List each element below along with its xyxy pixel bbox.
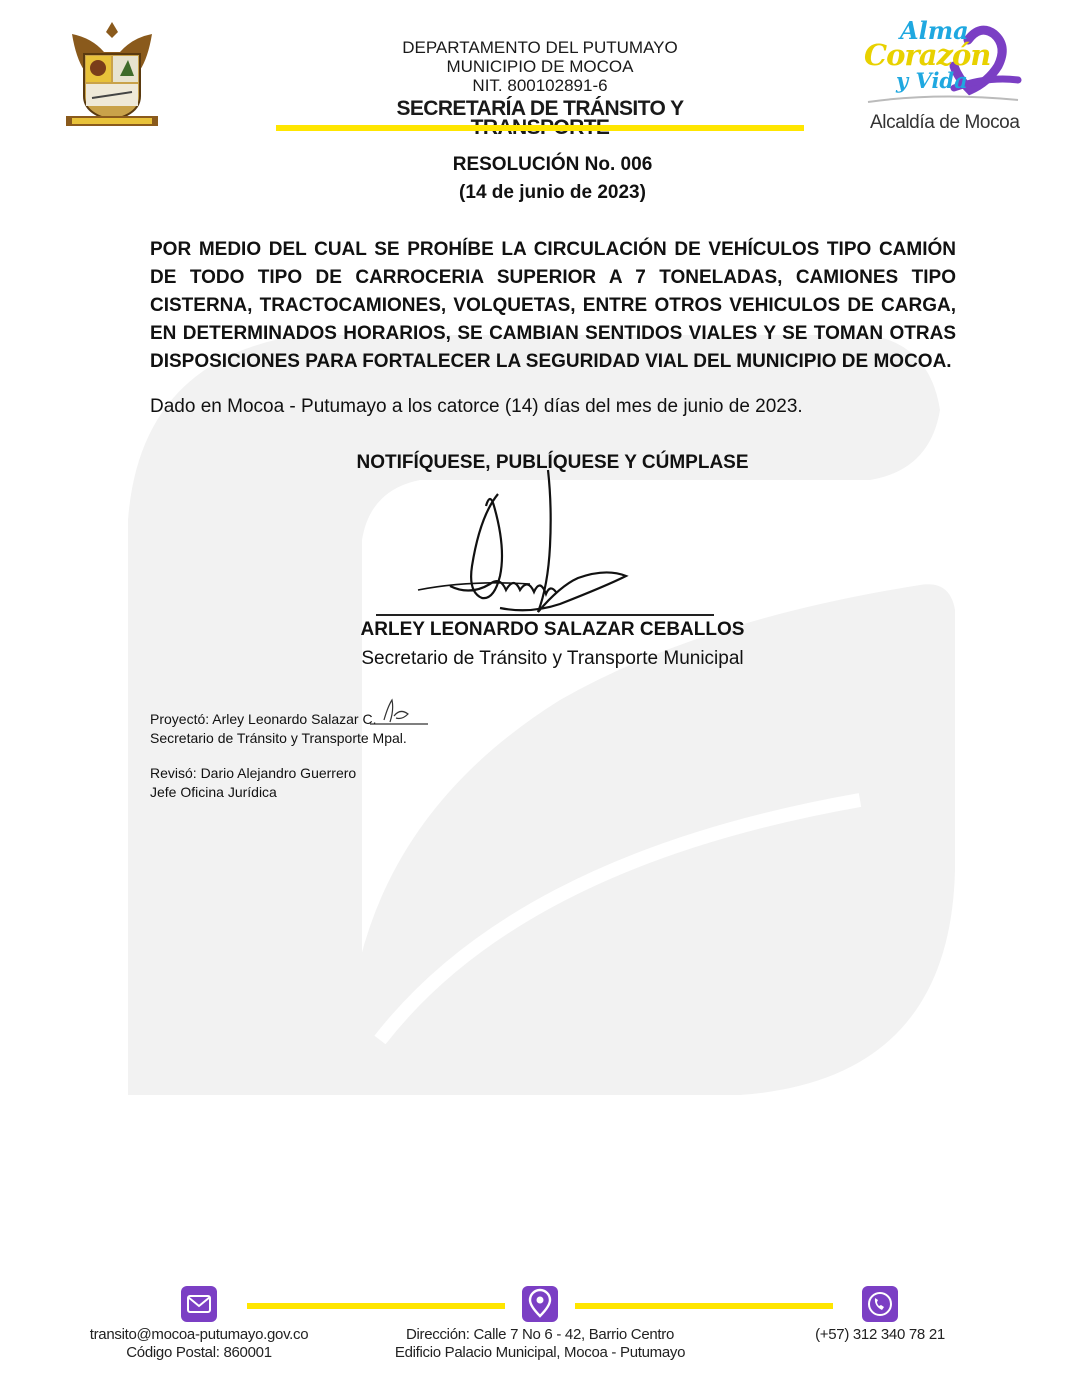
alcaldia-name: Alcaldía de Mocoa: [870, 112, 1020, 133]
given-statement: Dado en Mocoa - Putumayo a los catorce (14) días del mes de junio de 2023.: [150, 396, 803, 417]
projected-by: Proyectó: Arley Leonardo Salazar C.: [150, 711, 377, 727]
building-text: Edificio Palacio Municipal, Mocoa - Putumayo: [394, 1344, 686, 1361]
slogan-vida: y Vida: [896, 68, 968, 93]
signature-icon: [410, 466, 730, 626]
secretaria-title: SECRETARÍA DE TRÁNSITO Y: [396, 97, 684, 120]
postal-code: Código Postal: 860001: [126, 1344, 272, 1361]
header-yellow-bar: [276, 125, 804, 131]
initials-signature-icon: [366, 694, 432, 728]
email-text: transito@mocoa-putumayo.gov.co: [89, 1326, 309, 1343]
coat-of-arms-icon: [62, 18, 162, 134]
closing-formula: NOTIFÍQUESE, PUBLÍQUESE Y CÚMPLASE: [356, 452, 749, 473]
reviewed-by: Revisó: Dario Alejandro Guerrero: [150, 765, 357, 781]
nit-line: NIT. 800102891-6: [472, 76, 608, 95]
phone-icon: [862, 1286, 898, 1322]
resolution-summary: POR MEDIO DEL CUAL SE PROHÍBE LA CIRCULACIÓN DE VEHÍCULOS TIPO CAMIÓN DE TODO TIPO DE CARROCERIA SUPERIOR A 7 TONELADAS, CAMIONES TIPO CISTERNA, TRACTOCAMIONES, VOLQUETAS, ENTRE OTROS VEHICULOS DE CARGA, EN DETERMINADOS HORARIOS, SE CAMBIAN SENTIDOS VIALES Y SE TOMAN OTRAS DISPOSICIONES PARA FORTALECER LA SEGURIDAD VIAL DEL MUNICIPIO DE MOCOA.: [150, 239, 956, 372]
footer-yellow-bar-left: [247, 1303, 505, 1309]
address-text: Dirección: Calle 7 No 6 - 42, Barrio Centro: [405, 1326, 675, 1343]
letterhead-title: [330, 38, 750, 137]
resolution-date: (14 de junio de 2023): [459, 182, 646, 203]
department-line: DEPARTAMENTO DEL PUTUMAYO: [402, 38, 678, 57]
alcaldia-logo: [858, 18, 1028, 136]
location-pin-icon: [522, 1286, 558, 1322]
signatory-title: Secretario de Tránsito y Transporte Municipal: [361, 648, 744, 669]
footer-phone: (+57) 312 340 78 21: [815, 1326, 945, 1343]
reviewed-role: Jefe Oficina Jurídica: [150, 784, 277, 800]
resolution-number: RESOLUCIÓN No. 006: [452, 154, 653, 175]
signatory-name: ARLEY LEONARDO SALAZAR CEBALLOS: [360, 619, 745, 640]
projected-role: Secretario de Tránsito y Transporte Mpal.: [150, 730, 407, 746]
footer-address: [370, 1326, 710, 1362]
footer-yellow-bar-right: [575, 1303, 833, 1309]
footer-contact-email: [84, 1326, 314, 1362]
municipality-line: MUNICIPIO DE MOCOA: [446, 57, 634, 76]
slogan-corazon: Corazón: [864, 38, 991, 72]
signature-line: [376, 614, 714, 616]
slogan-alma: Alma: [900, 16, 969, 45]
mail-icon: [181, 1286, 217, 1322]
